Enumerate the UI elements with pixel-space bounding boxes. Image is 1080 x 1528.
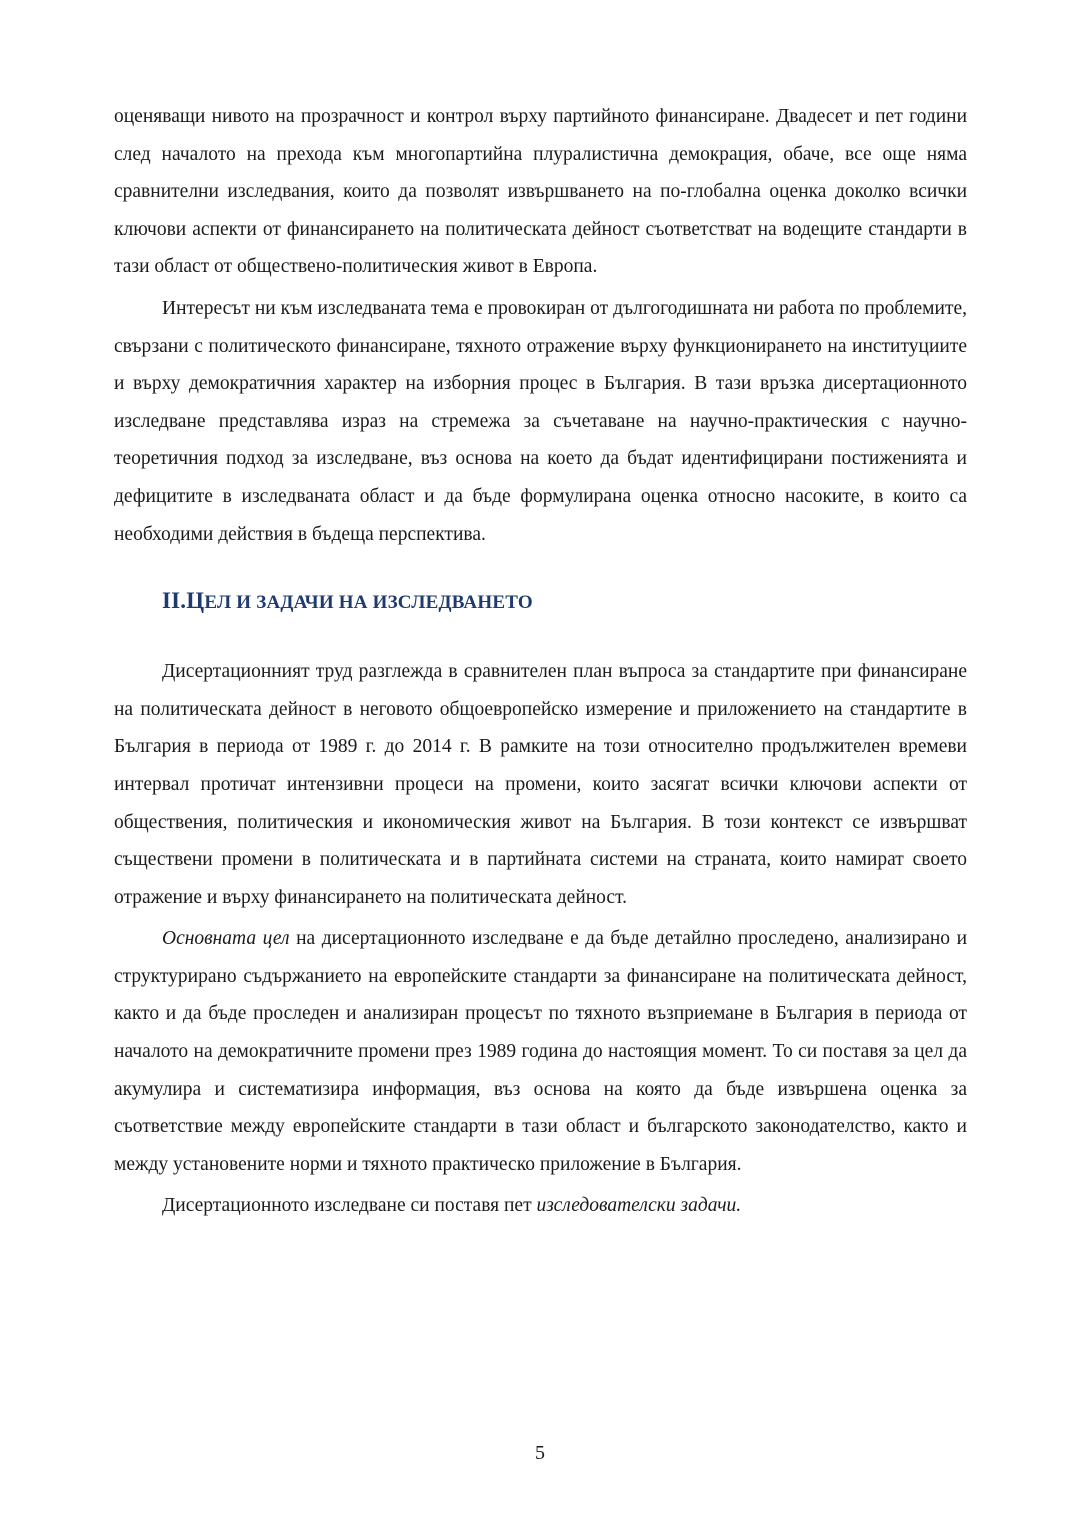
main-goal-text: на дисертационното изследване е да бъде детайлно проследено, анализирано и структурирано съдържанието на европейските стандарти за финансиране на политическата дейност, както и да бъде проследен и анализиран процесът по тяхното възприемане в България в периода от началото на демократичните промени през 1989 година до настоящия момент. То си поставя за цел да акумулира и систематизира информация, въз основа на която да бъде извършена оценка за съответствие между европейските стандарти в тази област и българското законодателство, както и между установените норми и тяхното практическо приложение в България.: [114, 928, 968, 1175]
section-heading-goals: [162, 581, 967, 623]
main-goal-emphasis: Основната цел: [162, 928, 290, 950]
paragraph-main-goal: [114, 920, 967, 1183]
paragraph-intro-continued: оценяващи нивото на прозрачност и контрол върху партийното финансиране. Двадесет и пет години след началото на прехода към многопартийна плуралистична демокрация, обаче, все още няма сравнителни изследвания, които да позволят извършването на по-глобална оценка доколко всички ключови аспекти от финансирането на политическата дейност съответстват на водещите стандарти в тази област от обществено-политическия живот в Европа.: [114, 106, 967, 278]
research-tasks-text: Дисертационното изследване си поставя пет: [162, 1195, 537, 1217]
paragraph-dissertation-scope: Дисертационният труд разглежда в сравнителен план въпроса за стандартите при финансиране на политическата дейност в неговото общоевропейско измерение и приложението на стандартите в България в периода от 1989 г. до 2014 г. В рамките на този относително продължителен времеви интервал протичат интензивни процеси на промени, които засягат всички ключови аспекти от обществения, политическия и икономическия живот на България. В този контекст се извършват съществени промени в политическата и в партийната системи на страната, които намират своето отражение и върху финансирането на политическата дейност.: [114, 661, 967, 908]
section-number: II.: [162, 588, 187, 614]
paragraph-research-tasks: [114, 1187, 967, 1225]
paragraph-research-interest: Интересът ни към изследваната тема е провокиран от дългогодишната ни работа по проблемите, свързани с политическото финансиране, тяхното отражение върху функционирането на институциите и върху демократичния характер на изборния процес в България. В тази връзка дисертационното изследване представлява израз на стремежа за съчетаване на научно-практическия с научно-теоретичния подход за изследване, въз основа на което да бъдат идентифицирани постиженията и дефицитите в изследваната област и да бъде формулирана оценка относно насоките, в които са необходими действия в бъдеща перспектива.: [114, 297, 967, 545]
section-title-initial: Ц: [186, 588, 205, 614]
research-tasks-emphasis: изследователски задачи.: [536, 1195, 742, 1217]
section-title-rest: ЕЛ И ЗАДАЧИ НА ИЗСЛЕДВАНЕТО: [204, 592, 533, 614]
page-number: 5: [535, 1442, 545, 1464]
document-page: [114, 98, 967, 1225]
